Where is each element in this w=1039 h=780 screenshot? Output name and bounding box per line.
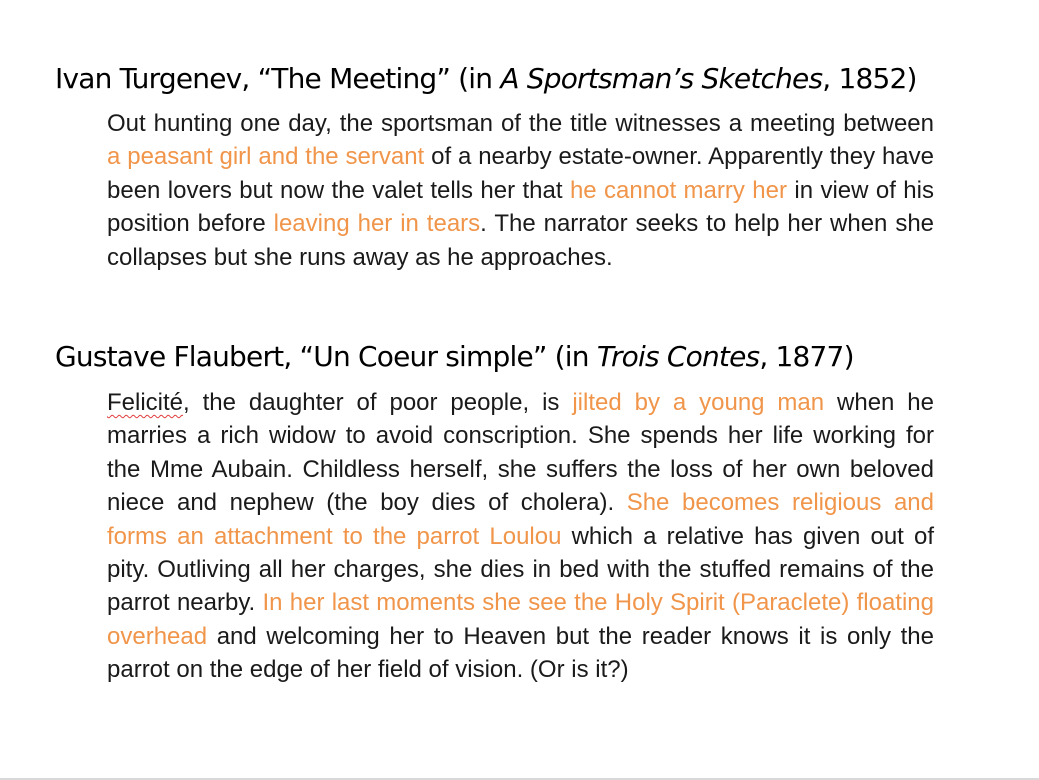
book-title: A Sportsman’s Sketches [500,62,823,95]
summary-paragraph-flaubert [107,386,934,687]
misspelled-word[interactable]: Felicité [107,389,184,416]
highlighted-phrase: She becomes religious and forms an attachment to the parrot Loulou [107,489,934,550]
text-run: in view of his position before [107,176,934,238]
book-title: Trois Contes [596,340,760,373]
text-run: when he marries a rich widow to avoid conscription. She spends her life working for the Mme Aubain. Childless herself, she suffers the loss of her own beloved niece and nephew (the boy dies of cholera). [107,389,935,517]
heading-text: , 1877) [759,340,854,373]
heading-text: , 1852) [822,62,917,95]
heading-text: Gustave Flaubert, “Un Coeur simple” (in [55,340,597,373]
highlighted-phrase: a peasant girl and the servant [107,143,425,171]
summary-paragraph-turgenev [107,107,934,274]
highlighted-phrase: jilted by a young man [572,389,825,416]
text-run: of a nearby estate-owner. Apparently they have been lovers but now the valet tells her that [107,143,934,204]
highlighted-phrase: leaving her in tears [273,210,481,238]
section-heading-turgenev [55,62,917,95]
highlighted-phrase: In her last moments she see the Holy Spirit (Paraclete) floating overhead [107,589,934,650]
text-run: and welcoming her to Heaven but the reader knows it is only the parrot on the edge of her field of vision. (Or is it?) [107,622,934,684]
heading-text: Ivan Turgenev, “The Meeting” (in [55,62,501,95]
highlighted-phrase: he cannot marry her [569,176,787,204]
text-run: . The narrator seeks to help her when she collapses but she runs away as he approaches. [107,210,935,271]
text-run: which a relative has given out of pity. Outliving all her charges, she dies in bed with the stuffed remains of the parrot nearby. [107,522,934,617]
text-run: Out hunting one day, the sportsman of the title witnesses a meeting between [107,110,934,137]
text-run: , the daughter of poor people, is [183,389,573,416]
section-heading-flaubert [55,340,854,373]
